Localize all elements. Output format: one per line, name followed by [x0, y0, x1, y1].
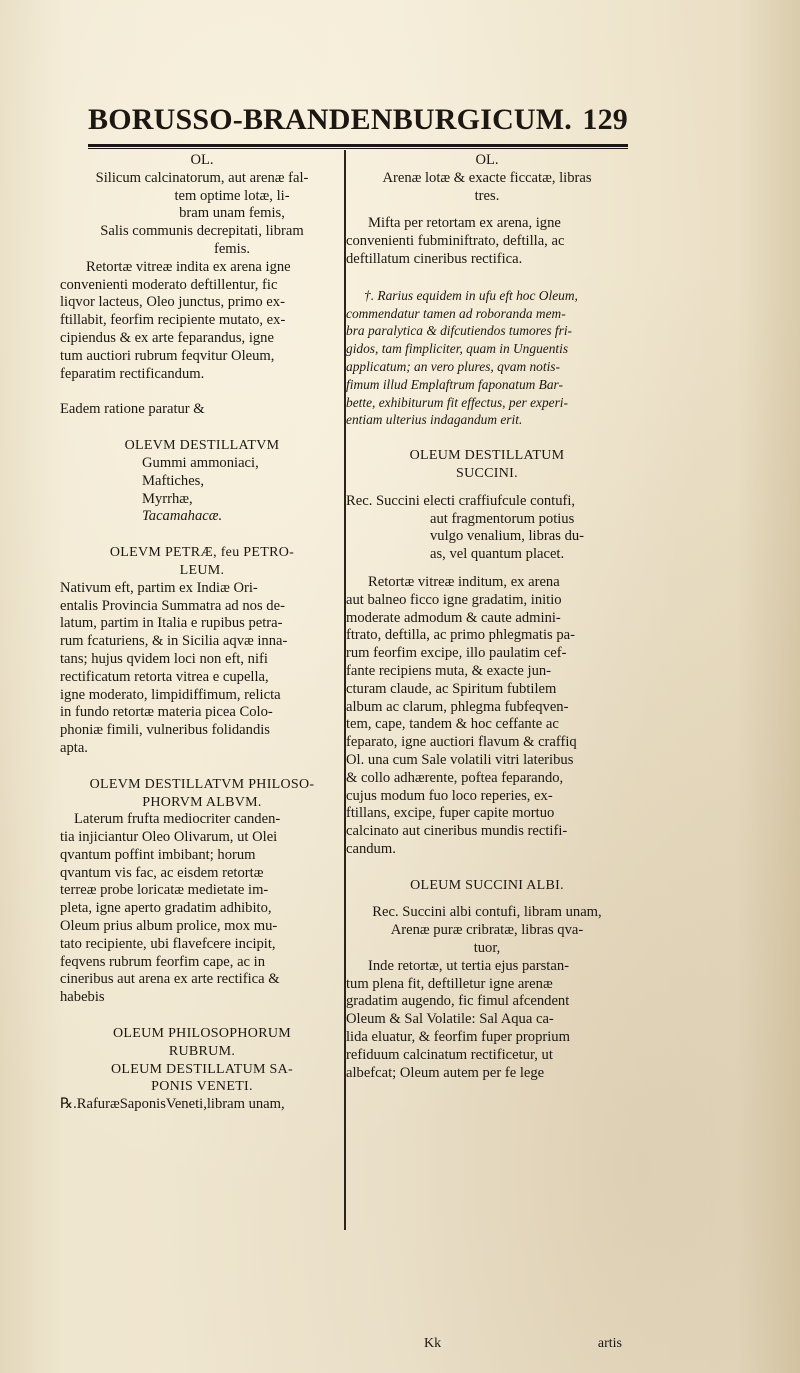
text-line: ftillans, excipe, fuper capite mortuo	[346, 805, 555, 822]
text-line: cipiendus & ex arte feparandus, igne	[60, 329, 274, 346]
note-rarius	[346, 287, 628, 429]
heading-oleum-succini-albi: OLEUM SUCCINI ALBI.	[410, 877, 564, 893]
text-line: Arenæ puræ cribratæ, libras qva-	[390, 922, 584, 939]
ingredient: Tacamahacæ.	[142, 508, 223, 525]
text-line: tem optime lotæ, li-	[174, 187, 290, 204]
text-line: Nativum eft, partim ex Indiæ Ori-	[60, 579, 258, 596]
text-line: phoniæ fimili, vulneribus folidandis	[60, 722, 270, 739]
page-number: 129	[582, 103, 628, 136]
text-line: Silicum calcinatorum, aut arenæ fal-	[95, 169, 309, 186]
text-line: cineribus aut arena ex arte rectifica &	[60, 971, 280, 988]
text-line: Rec. Succini albi contufi, libram unam,	[372, 904, 602, 921]
text-line: fimum illud Emplaftrum faponatum Bar-	[346, 376, 563, 392]
text-line: applicatum; an vero plures, qvam notis-	[346, 358, 560, 374]
signature-mark: Kk	[424, 1336, 442, 1351]
text-line: qvantum poffint imbibant; horum	[60, 846, 256, 863]
text-line: tia injiciantur Oleo Olivarum, ut Olei	[60, 829, 278, 846]
ingredient-list	[60, 455, 344, 526]
paragraph-laterum	[60, 811, 344, 1007]
eadem-ratione: Eadem ratione paratur &	[60, 401, 205, 418]
recipe-salis	[60, 223, 344, 259]
text-line: Inde retortæ, ut tertia ejus parstan-	[368, 957, 569, 974]
heading-oleum-destillatum: OLEVM DESTILLATVM	[124, 438, 280, 454]
header-rule	[88, 144, 628, 147]
left-column	[60, 152, 344, 1114]
heading-line: SUCCINI.	[456, 465, 518, 481]
right-column	[346, 152, 628, 1082]
text-line: convenienti moderato deftillentur, fic	[60, 276, 278, 293]
recipe-succini	[346, 493, 628, 564]
text-line: apta.	[60, 739, 88, 756]
text-line: refiduum calcinatum rectificetur, ut	[346, 1046, 553, 1063]
heading-line: OLEUM PHILOSOPHORUM	[113, 1026, 291, 1042]
text-line: tum plena fit, deftilletur igne arenæ	[346, 975, 553, 992]
text-line: bette, exhibiturum fit effectus, per experi-	[346, 394, 568, 410]
running-head	[88, 103, 628, 137]
text-line: calcinato aut cineribus mundis rectifi-	[346, 823, 568, 840]
text-line: qvantum vis fac, ac eisdem retortæ	[60, 864, 264, 881]
text-line: Retortæ vitreæ inditum, ex arena	[368, 573, 560, 590]
text-line: gradatim augendo, fic fimul afcendent	[346, 993, 570, 1010]
heading-line: LEUM.	[179, 562, 225, 578]
paragraph-inde-retortae	[346, 958, 628, 1083]
text-line: bram unam femis,	[179, 205, 285, 222]
heading-line: OLEVM DESTILLATVM PHILOSO-	[89, 776, 315, 792]
text-line: tum auctiori rubrum feqvitur Oleum,	[60, 347, 275, 364]
text-line: commendatur tamen ad roboranda mem-	[346, 305, 566, 321]
text-line: bra paralytica & difcutiendos tumores fri-	[346, 323, 573, 339]
text-line: Arenæ lotæ & exacte ficcatæ, libras	[382, 169, 592, 186]
heading-oleum-philosophorum-album	[60, 776, 344, 812]
text-line: lida eluatur, & feorfim fuper proprium	[346, 1029, 570, 1046]
page-footer	[412, 1336, 622, 1352]
recipe-succini-albi	[346, 904, 628, 957]
header-rule-thin	[88, 148, 628, 149]
text-line: as, vel quantum placet.	[430, 546, 565, 563]
heading-oleum-succini	[346, 447, 628, 483]
text-line: deftillatum cineribus rectifica.	[346, 250, 523, 267]
heading-oleum-philosophorum-rubrum	[60, 1025, 344, 1061]
text-line: album ac clarum, phlegma fubfeqven-	[346, 698, 569, 715]
recipe-arenae	[346, 170, 628, 206]
text-line: Rec. Succini electi craffiufcule contufi,	[346, 492, 576, 509]
text-line: ftrato, deftilla, ac primo phlegmatis pa-	[346, 627, 575, 644]
text-line: feparato, igne auctiori flavum & craffiq	[346, 734, 577, 751]
text-line: feqvens rubrum feorfim cape, ac in	[60, 953, 266, 970]
text-line: entalis Provincia Summatra ad nos de-	[60, 597, 285, 614]
heading-line: OLEVM PETRÆ, feu PETRO-	[109, 545, 295, 561]
ol-label-right: OL.	[475, 152, 499, 168]
heading-line: PHORVM ALBVM.	[142, 794, 262, 810]
heading-oleum-saponis	[60, 1061, 344, 1097]
text-line: Ol. una cum Sale volatili vitri lateribus	[346, 751, 574, 768]
text-line: Oleum & Sal Volatile: Sal Aqua ca-	[346, 1011, 554, 1028]
text-line: rum feorfim excipe, illo paulatim cef-	[346, 645, 567, 662]
text-line: vulgo venalium, libras du-	[430, 528, 585, 545]
recipe-silicum	[60, 170, 344, 223]
text-line: latum, partim in Italia e rupibus petra-	[60, 615, 283, 632]
text-line: tuor,	[473, 940, 501, 957]
ingredient: Maftiches,	[142, 472, 205, 489]
text-line: albefcat; Oleum autem per fe lege	[346, 1064, 545, 1081]
text-line: gidos, tam fimpliciter, quam in Unguentis	[346, 341, 569, 357]
text-line: Salis communis decrepitati, libram	[100, 223, 304, 240]
text-line: aut balneo ficco igne gradatim, initio	[346, 591, 562, 608]
recipe-rafurae: ℞.RafuræSaponisVeneti,libram unam,	[60, 1096, 285, 1113]
text-line: tem, cape, tandem & hoc ceffante ac	[346, 716, 559, 733]
text-line: Laterum frufta mediocriter canden-	[74, 811, 281, 828]
text-line: tres.	[474, 187, 500, 204]
text-line: habebis	[60, 989, 105, 1006]
text-line: in fundo retortæ materia picea Colo-	[60, 704, 273, 721]
ol-label-left: OL.	[190, 152, 214, 168]
paragraph-retortae-succini	[346, 574, 628, 859]
text-line: cturam claude, ac Spiritum fubtilem	[346, 680, 557, 697]
text-line: pleta, igne aperto gradatim adhibito,	[60, 900, 272, 917]
heading-line: OLEUM DESTILLATUM SA-	[110, 1061, 294, 1077]
catchword: artis	[597, 1336, 622, 1351]
text-line: rum fcaturiens, & in Sicilia aqvæ inna-	[60, 633, 288, 650]
text-line: moderate admodum & caute admini-	[346, 609, 561, 626]
text-line: & collo adhærente, poftea feparando,	[346, 769, 564, 786]
text-line: femis.	[213, 240, 251, 257]
text-line: entiam ulterius indagandum erit.	[346, 412, 523, 428]
text-line: candum.	[346, 840, 396, 857]
ingredient: Gummi ammoniaci,	[142, 454, 259, 471]
text-line: cujus modum fuo loco reperies, ex-	[346, 787, 553, 804]
heading-oleum-petrae	[60, 544, 344, 580]
paragraph-retortae	[60, 259, 344, 384]
text-line: rectificatum retorta vitrea e cupella,	[60, 668, 269, 685]
running-title: BORUSSO-BRANDENBURGICUM.	[88, 103, 573, 136]
heading-line: PONIS VENETI.	[151, 1079, 253, 1095]
paragraph-mifta	[346, 215, 628, 268]
text-line: liqvor lacteus, Oleo junctus, primo ex-	[60, 294, 285, 311]
text-line: feparatim rectificandum.	[60, 365, 205, 382]
paragraph-nativum	[60, 580, 344, 758]
heading-line: RUBRUM.	[168, 1043, 236, 1059]
text-line: convenienti fubminiftrato, deftilla, ac	[346, 233, 565, 250]
heading-line: OLEUM DESTILLATUM	[409, 448, 565, 464]
text-line: ftillabit, feorfim recipiente mutato, ex-	[60, 312, 286, 329]
text-line: tato recipiente, ubi flavefcere incipit,	[60, 935, 276, 952]
text-line: tans; hujus qvidem loci non eft, nifi	[60, 650, 268, 667]
text-line: fante recipiens muta, & exacte jun-	[346, 662, 552, 679]
text-line: igne moderato, limpidiffimum, relicta	[60, 686, 281, 703]
ingredient: Myrrhæ,	[142, 490, 193, 507]
text-line: terreæ probe loricatæ medietate im-	[60, 882, 269, 899]
text-line: †. Rarius equidem in ufu eft hoc Oleum,	[364, 287, 578, 303]
text-line: Oleum prius album prolice, mox mu-	[60, 918, 278, 935]
text-line: Retortæ vitreæ indita ex arena igne	[86, 258, 291, 275]
text-line: Mifta per retortam ex arena, igne	[368, 215, 561, 232]
text-line: aut fragmentorum potius	[430, 510, 575, 527]
